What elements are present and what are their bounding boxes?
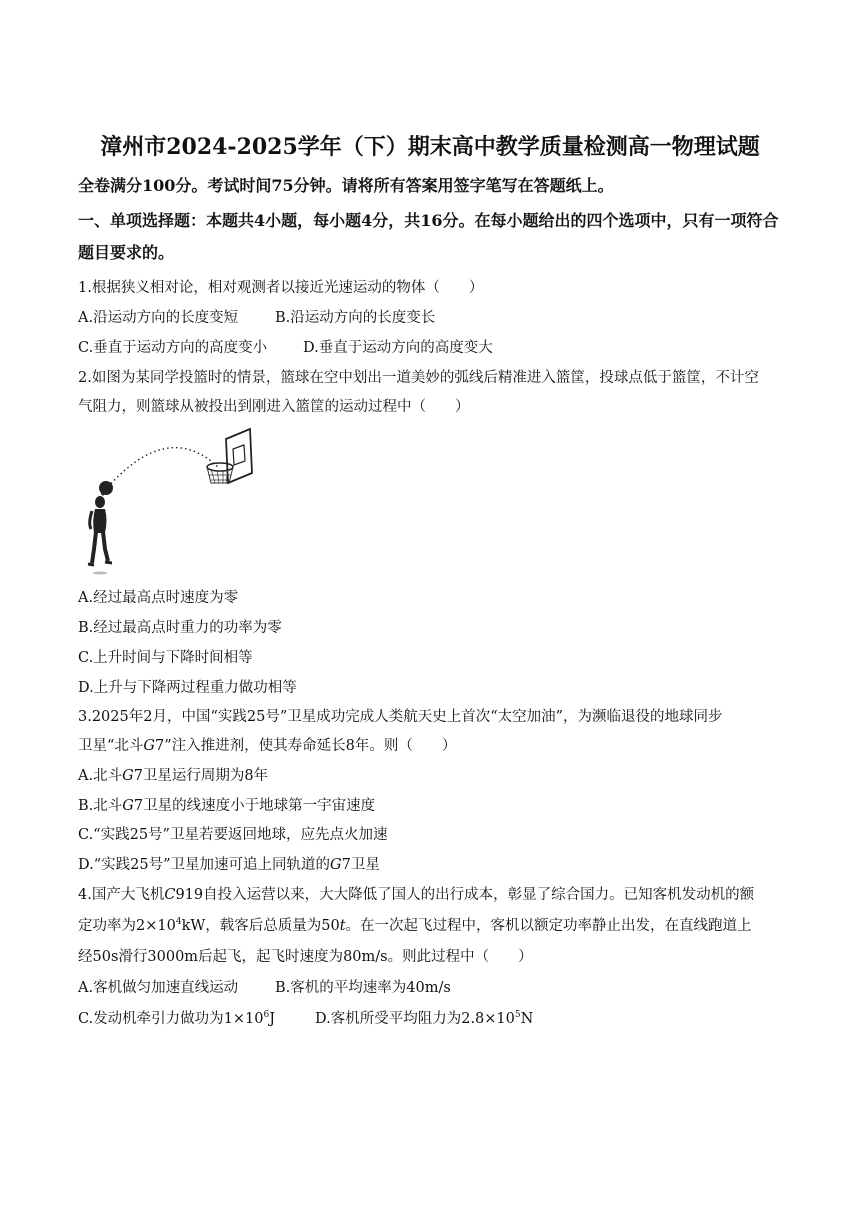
q1-option-b: B.沿运动方向的长度变长 [275,310,436,326]
q3-option-d: D.“实践25号”卫星加速可追上同轨道的G7卫星 [78,857,380,873]
q1-option-a: A.沿运动方向的长度变短 [78,310,239,326]
exam-notice: 全卷满分100分。考试时间75分钟。请将所有答案用签字笔写在答题纸上。 [78,176,614,195]
section-heading: 一、单项选择题：本题共4小题，每小题4分，共16分。在每小题给出的四个选项中，只有一项符合题目要求的。 [78,211,779,262]
q2-stem-line2: 气阻力，则篮球从被投出到刚进入篮筐的运动过程中（ ） [78,399,470,415]
q2-stem-line1: 2.如图为某同学投篮时的情景，篮球在空中划出一道美妙的弧线后精准进入篮筐，投球点低于篮筐，不计空 [78,370,759,386]
q4-stem-line1: 4.国产大飞机C919自投入运营以来，大大降低了国人的出行成本，彰显了综合国力。已知客机发动机的额 [78,887,755,903]
q3-stem-line2: 卫星“北斗G7”注入推进剂，使其寿命延长8年。则（ ） [78,738,457,754]
q3-option-a: A.北斗G7卫星运行周期为8年 [78,768,269,784]
q4-option-a: A.客机做匀加速直线运动 [78,980,239,996]
q4-option-c: C.发动机牵引力做功为$1\times 10^6J$ [78,1010,276,1027]
q3-option-b: B.北斗G7卫星的线速度小于地球第一宇宙速度 [78,798,376,814]
q3-stem-line1: 3.2025年2月，中国“实践25号”卫星成功完成人类航天史上首次“太空加油”，为濒临退役的地球同步 [78,709,723,725]
q2-option-c: C.上升时间与下降时间相等 [78,650,253,666]
q4-option-b: B.客机的平均速率为40m/s [275,980,451,996]
exam-title: 漳州市2024-2025学年（下）期末高中教学质量检测高一物理试题 [100,134,760,160]
q1-option-c: C.垂直于运动方向的高度变小 [78,340,268,356]
q1-option-d: D.垂直于运动方向的高度变大 [303,340,493,356]
q4-option-d: D.客机所受平均阻力为$2.8\times 10^5N$ [315,1010,534,1027]
q4-stem-line2: 定功率为$2\times 10^4kW$，载客后总质量为50t。在一次起飞过程中，客机以额定功率静止出发，在直线跑道上 [78,917,752,934]
q2-option-b: B.经过最高点时重力的功率为零 [78,620,282,636]
q2-option-d: D.上升与下降两过程重力做功相等 [78,680,297,696]
q2-option-a: A.经过最高点时速度为零 [78,590,239,606]
q1-stem: 1.根据狭义相对论，相对观测者以接近光速运动的物体（ ） [78,280,484,296]
q3-option-c: C.“实践25号”卫星若要返回地球，应先点火加速 [78,827,388,843]
basketball-shot-figure [78,425,258,580]
q4-stem-line3: 经50s滑行3000m后起飞，起飞时速度为80m/s。则此过程中（ ） [78,949,533,965]
